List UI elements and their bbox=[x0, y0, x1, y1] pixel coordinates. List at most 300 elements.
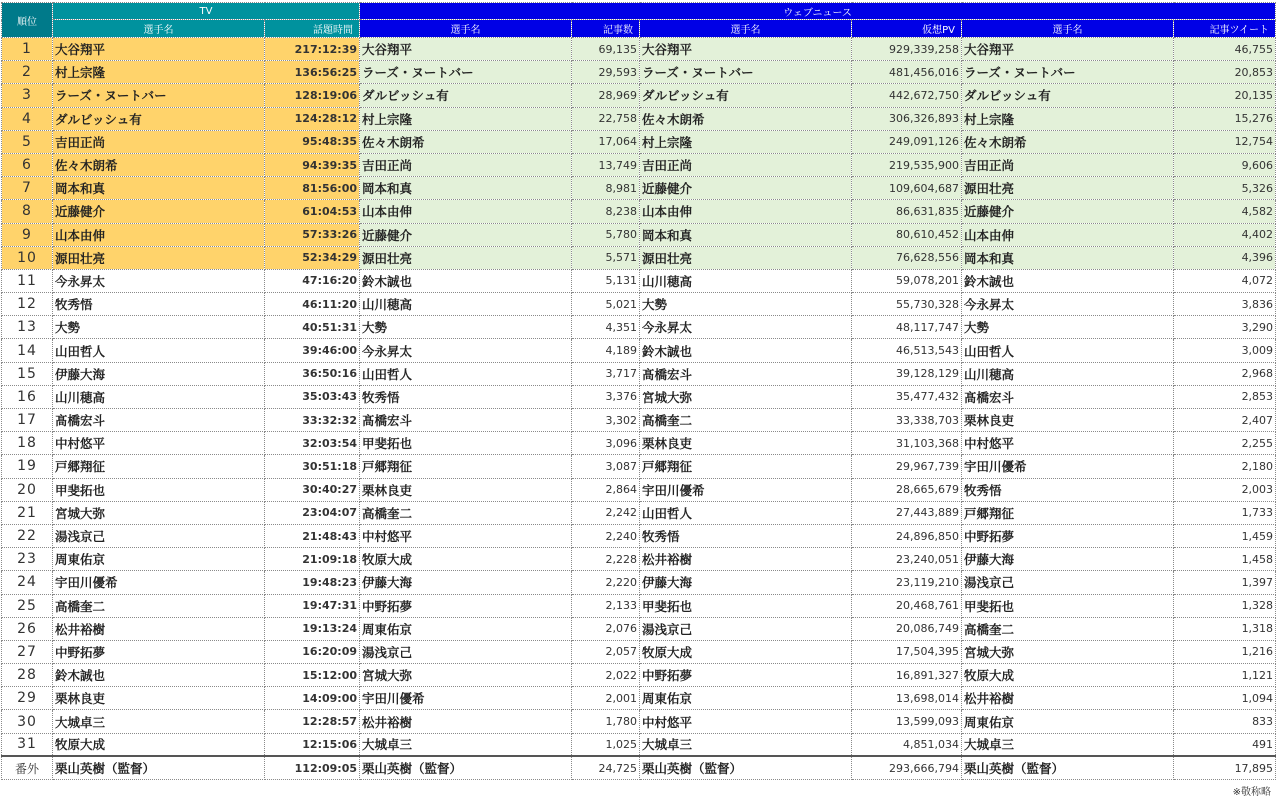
table-row bbox=[2, 478, 1276, 501]
tv-player-cell: 中野拓夢 bbox=[53, 640, 265, 663]
articles-count-cell: 2,240 bbox=[572, 524, 640, 547]
table-row bbox=[2, 548, 1276, 571]
articles-count-cell: 5,571 bbox=[572, 246, 640, 269]
tweets-player-header: 選手名 bbox=[962, 20, 1174, 38]
articles-player-cell: 伊藤大海 bbox=[360, 571, 572, 594]
tweets-cell: 1,094 bbox=[1174, 687, 1276, 710]
articles-count-cell: 17,064 bbox=[572, 130, 640, 153]
articles-count-cell: 5,780 bbox=[572, 223, 640, 246]
rank-cell: 20 bbox=[2, 478, 53, 501]
pv-player-cell: ラーズ・ヌートバー bbox=[640, 61, 852, 84]
table-row bbox=[2, 617, 1276, 640]
pv-cell: 59,078,201 bbox=[852, 269, 962, 292]
articles-player-cell: 山田哲人 bbox=[360, 362, 572, 385]
pv-cell: 80,610,452 bbox=[852, 223, 962, 246]
table-row bbox=[2, 107, 1276, 130]
tweets-cell: 1,216 bbox=[1174, 640, 1276, 663]
tweets-cell: 2,180 bbox=[1174, 455, 1276, 478]
pv-cell: 13,698,014 bbox=[852, 687, 962, 710]
tv-time-cell: 124:28:12 bbox=[265, 107, 360, 130]
pv-cell: 23,240,051 bbox=[852, 548, 962, 571]
articles-player-cell: 大谷翔平 bbox=[360, 38, 572, 61]
tweets-cell: 491 bbox=[1174, 733, 1276, 756]
tv-time-cell: 36:50:16 bbox=[265, 362, 360, 385]
pv-player-cell: 中村悠平 bbox=[640, 710, 852, 733]
articles-player-cell: 山川穂高 bbox=[360, 293, 572, 316]
articles-player-cell: 栗山英樹（監督） bbox=[360, 756, 572, 779]
pv-player-cell: 鈴木誠也 bbox=[640, 339, 852, 362]
tweets-cell: 1,121 bbox=[1174, 664, 1276, 687]
pv-cell: 46,513,543 bbox=[852, 339, 962, 362]
pv-cell: 86,631,835 bbox=[852, 200, 962, 223]
tv-time-cell: 39:46:00 bbox=[265, 339, 360, 362]
articles-count-cell: 2,864 bbox=[572, 478, 640, 501]
tv-player-cell: 伊藤大海 bbox=[53, 362, 265, 385]
tweets-cell: 2,968 bbox=[1174, 362, 1276, 385]
tweets-cell: 4,402 bbox=[1174, 223, 1276, 246]
articles-count-cell: 13,749 bbox=[572, 153, 640, 176]
tweets-cell: 2,255 bbox=[1174, 432, 1276, 455]
rank-cell: 6 bbox=[2, 153, 53, 176]
pv-player-cell: 高橋奎二 bbox=[640, 409, 852, 432]
table-row bbox=[2, 385, 1276, 408]
tweets-cell: 46,755 bbox=[1174, 38, 1276, 61]
pv-cell: 55,730,328 bbox=[852, 293, 962, 316]
pv-player-cell: 宇田川優希 bbox=[640, 478, 852, 501]
articles-count-cell: 4,351 bbox=[572, 316, 640, 339]
tweets-cell: 15,276 bbox=[1174, 107, 1276, 130]
tweets-cell: 2,003 bbox=[1174, 478, 1276, 501]
tweets-player-cell: 栗山英樹（監督） bbox=[962, 756, 1174, 779]
articles-count-cell: 2,220 bbox=[572, 571, 640, 594]
tweets-player-cell: 伊藤大海 bbox=[962, 548, 1174, 571]
tweets-player-cell: 近藤健介 bbox=[962, 200, 1174, 223]
tv-player-cell: 今永昇太 bbox=[53, 269, 265, 292]
pv-player-cell: 源田壮亮 bbox=[640, 246, 852, 269]
tv-time-cell: 40:51:31 bbox=[265, 316, 360, 339]
tweets-cell: 17,895 bbox=[1174, 756, 1276, 779]
table-row bbox=[2, 130, 1276, 153]
tweets-player-cell: ラーズ・ヌートバー bbox=[962, 61, 1174, 84]
rank-cell: 31 bbox=[2, 733, 53, 756]
rank-cell: 29 bbox=[2, 687, 53, 710]
tv-player-cell: 源田壮亮 bbox=[53, 246, 265, 269]
pv-player-cell: 湯浅京己 bbox=[640, 617, 852, 640]
tweets-cell: 1,318 bbox=[1174, 617, 1276, 640]
tv-time-cell: 47:16:20 bbox=[265, 269, 360, 292]
pv-cell: 16,891,327 bbox=[852, 664, 962, 687]
pv-cell: 20,086,749 bbox=[852, 617, 962, 640]
pv-cell: 76,628,556 bbox=[852, 246, 962, 269]
articles-count-cell: 3,376 bbox=[572, 385, 640, 408]
tv-player-cell: 戸郷翔征 bbox=[53, 455, 265, 478]
table-row bbox=[2, 153, 1276, 176]
rank-cell: 25 bbox=[2, 594, 53, 617]
articles-player-cell: 松井裕樹 bbox=[360, 710, 572, 733]
pv-cell: 35,477,432 bbox=[852, 385, 962, 408]
tv-time-cell: 15:12:00 bbox=[265, 664, 360, 687]
articles-player-cell: 今永昇太 bbox=[360, 339, 572, 362]
tweets-player-cell: 今永昇太 bbox=[962, 293, 1174, 316]
tweets-player-cell: 大城卓三 bbox=[962, 733, 1174, 756]
articles-player-cell: 栗林良吏 bbox=[360, 478, 572, 501]
pv-cell: 24,896,850 bbox=[852, 524, 962, 547]
pv-cell: 31,103,368 bbox=[852, 432, 962, 455]
tv-player-cell: 村上宗隆 bbox=[53, 61, 265, 84]
rank-cell: 22 bbox=[2, 524, 53, 547]
pv-cell: 13,599,093 bbox=[852, 710, 962, 733]
articles-count-cell: 22,758 bbox=[572, 107, 640, 130]
tv-player-cell: 高橋奎二 bbox=[53, 594, 265, 617]
table-row bbox=[2, 293, 1276, 316]
tweets-player-cell: 山田哲人 bbox=[962, 339, 1174, 362]
pv-cell: 29,967,739 bbox=[852, 455, 962, 478]
pv-header: 仮想PV bbox=[852, 20, 962, 38]
tv-player-cell: 鈴木誠也 bbox=[53, 664, 265, 687]
rank-cell: 4 bbox=[2, 107, 53, 130]
pv-player-cell: 松井裕樹 bbox=[640, 548, 852, 571]
articles-player-cell: 源田壮亮 bbox=[360, 246, 572, 269]
tweets-cell: 4,582 bbox=[1174, 200, 1276, 223]
pv-cell: 442,672,750 bbox=[852, 84, 962, 107]
tv-time-cell: 21:48:43 bbox=[265, 524, 360, 547]
pv-cell: 48,117,747 bbox=[852, 316, 962, 339]
table-row bbox=[2, 733, 1276, 756]
table-row bbox=[2, 432, 1276, 455]
rank-cell: 10 bbox=[2, 246, 53, 269]
tv-time-cell: 57:33:26 bbox=[265, 223, 360, 246]
articles-count-header: 記事数 bbox=[572, 20, 640, 38]
table-row bbox=[2, 84, 1276, 107]
tv-player-cell: 松井裕樹 bbox=[53, 617, 265, 640]
tweets-cell: 833 bbox=[1174, 710, 1276, 733]
tv-time-cell: 52:34:29 bbox=[265, 246, 360, 269]
pv-cell: 27,443,889 bbox=[852, 501, 962, 524]
pv-cell: 4,851,034 bbox=[852, 733, 962, 756]
pv-cell: 306,326,893 bbox=[852, 107, 962, 130]
tweets-cell: 2,407 bbox=[1174, 409, 1276, 432]
table-row bbox=[2, 640, 1276, 663]
rank-cell: 11 bbox=[2, 269, 53, 292]
ranking-rows bbox=[2, 38, 1276, 780]
tv-time-cell: 21:09:18 bbox=[265, 548, 360, 571]
pv-player-cell: 山本由伸 bbox=[640, 200, 852, 223]
pv-player-cell: 大谷翔平 bbox=[640, 38, 852, 61]
tv-time-cell: 136:56:25 bbox=[265, 61, 360, 84]
pv-cell: 219,535,900 bbox=[852, 153, 962, 176]
rank-cell: 27 bbox=[2, 640, 53, 663]
tv-player-cell: 近藤健介 bbox=[53, 200, 265, 223]
table-row bbox=[2, 664, 1276, 687]
articles-player-cell: 村上宗隆 bbox=[360, 107, 572, 130]
rank-cell: 21 bbox=[2, 501, 53, 524]
articles-count-cell: 5,021 bbox=[572, 293, 640, 316]
web-news-group-header: ウェブニュース bbox=[360, 3, 1276, 20]
pv-player-cell: 山川穂高 bbox=[640, 269, 852, 292]
tv-time-cell: 32:03:54 bbox=[265, 432, 360, 455]
tweets-player-cell: 中野拓夢 bbox=[962, 524, 1174, 547]
tweets-player-cell: 牧原大成 bbox=[962, 664, 1174, 687]
tweets-cell: 1,458 bbox=[1174, 548, 1276, 571]
tweets-cell: 20,853 bbox=[1174, 61, 1276, 84]
tweets-cell: 1,459 bbox=[1174, 524, 1276, 547]
tv-time-cell: 112:09:05 bbox=[265, 756, 360, 779]
rank-cell: 2 bbox=[2, 61, 53, 84]
articles-player-cell: ダルビッシュ有 bbox=[360, 84, 572, 107]
pv-player-cell: 大勢 bbox=[640, 293, 852, 316]
pv-player-cell: 佐々木朗希 bbox=[640, 107, 852, 130]
rank-cell: 7 bbox=[2, 177, 53, 200]
pv-player-cell: 中野拓夢 bbox=[640, 664, 852, 687]
articles-count-cell: 2,001 bbox=[572, 687, 640, 710]
tweets-player-cell: ダルビッシュ有 bbox=[962, 84, 1174, 107]
tv-time-cell: 16:20:09 bbox=[265, 640, 360, 663]
articles-count-cell: 8,238 bbox=[572, 200, 640, 223]
pv-cell: 20,468,761 bbox=[852, 594, 962, 617]
tweets-cell: 3,290 bbox=[1174, 316, 1276, 339]
articles-player-cell: 大城卓三 bbox=[360, 733, 572, 756]
tweets-cell: 2,853 bbox=[1174, 385, 1276, 408]
pv-cell: 28,665,679 bbox=[852, 478, 962, 501]
table-row bbox=[2, 246, 1276, 269]
tv-player-header: 選手名 bbox=[53, 20, 265, 38]
articles-count-cell: 24,725 bbox=[572, 756, 640, 779]
tv-group-header: TV bbox=[53, 3, 360, 20]
pv-player-cell: 宮城大弥 bbox=[640, 385, 852, 408]
rank-cell: 3 bbox=[2, 84, 53, 107]
tv-time-cell: 217:12:39 bbox=[265, 38, 360, 61]
pv-cell: 293,666,794 bbox=[852, 756, 962, 779]
tweets-player-cell: 高橋奎二 bbox=[962, 617, 1174, 640]
tweets-player-cell: 中村悠平 bbox=[962, 432, 1174, 455]
tv-time-header: 話題時間 bbox=[265, 20, 360, 38]
articles-count-cell: 2,242 bbox=[572, 501, 640, 524]
extra-row-manager bbox=[2, 756, 1276, 779]
rank-cell: 23 bbox=[2, 548, 53, 571]
articles-player-cell: 中野拓夢 bbox=[360, 594, 572, 617]
tweets-cell: 4,072 bbox=[1174, 269, 1276, 292]
table-row bbox=[2, 269, 1276, 292]
ranking-table-wrapper bbox=[1, 2, 1275, 780]
articles-count-cell: 1,780 bbox=[572, 710, 640, 733]
tv-player-cell: 栗山英樹（監督） bbox=[53, 756, 265, 779]
articles-player-cell: 佐々木朗希 bbox=[360, 130, 572, 153]
tv-player-cell: 大勢 bbox=[53, 316, 265, 339]
tv-player-cell: 山本由伸 bbox=[53, 223, 265, 246]
table-row bbox=[2, 316, 1276, 339]
tv-player-cell: 佐々木朗希 bbox=[53, 153, 265, 176]
pv-player-cell: 甲斐拓也 bbox=[640, 594, 852, 617]
pv-player-cell: 栗山英樹（監督） bbox=[640, 756, 852, 779]
articles-player-cell: 近藤健介 bbox=[360, 223, 572, 246]
tweets-player-cell: 大勢 bbox=[962, 316, 1174, 339]
tv-player-cell: 中村悠平 bbox=[53, 432, 265, 455]
table-row bbox=[2, 362, 1276, 385]
articles-count-cell: 2,057 bbox=[572, 640, 640, 663]
tweets-player-cell: 佐々木朗希 bbox=[962, 130, 1174, 153]
tweets-cell: 9,606 bbox=[1174, 153, 1276, 176]
tweets-cell: 20,135 bbox=[1174, 84, 1276, 107]
table-row bbox=[2, 38, 1276, 61]
articles-count-cell: 69,135 bbox=[572, 38, 640, 61]
articles-player-cell: 牧秀悟 bbox=[360, 385, 572, 408]
table-row bbox=[2, 501, 1276, 524]
rank-cell: 16 bbox=[2, 385, 53, 408]
pv-player-cell: 周東佑京 bbox=[640, 687, 852, 710]
table-row bbox=[2, 455, 1276, 478]
rank-cell: 12 bbox=[2, 293, 53, 316]
rank-cell: 30 bbox=[2, 710, 53, 733]
articles-player-cell: 岡本和真 bbox=[360, 177, 572, 200]
table-row bbox=[2, 223, 1276, 246]
rank-cell: 15 bbox=[2, 362, 53, 385]
rank-cell: 17 bbox=[2, 409, 53, 432]
pv-player-cell: 髙橋宏斗 bbox=[640, 362, 852, 385]
tv-time-cell: 30:51:18 bbox=[265, 455, 360, 478]
tv-time-cell: 19:13:24 bbox=[265, 617, 360, 640]
tv-player-cell: 大谷翔平 bbox=[53, 38, 265, 61]
articles-player-cell: 甲斐拓也 bbox=[360, 432, 572, 455]
pv-player-cell: 今永昇太 bbox=[640, 316, 852, 339]
tweets-player-cell: 栗林良吏 bbox=[962, 409, 1174, 432]
tweets-player-cell: 宇田川優希 bbox=[962, 455, 1174, 478]
table-row bbox=[2, 339, 1276, 362]
tv-player-cell: 宮城大弥 bbox=[53, 501, 265, 524]
tweets-cell: 1,328 bbox=[1174, 594, 1276, 617]
articles-count-cell: 2,133 bbox=[572, 594, 640, 617]
articles-count-cell: 28,969 bbox=[572, 84, 640, 107]
ranking-table bbox=[1, 2, 1276, 780]
articles-count-cell: 3,087 bbox=[572, 455, 640, 478]
tweets-cell: 12,754 bbox=[1174, 130, 1276, 153]
articles-count-cell: 1,025 bbox=[572, 733, 640, 756]
articles-count-cell: 5,131 bbox=[572, 269, 640, 292]
tweets-header: 記事ツイート bbox=[1174, 20, 1276, 38]
tweets-player-cell: 山川穂高 bbox=[962, 362, 1174, 385]
rank-cell: 28 bbox=[2, 664, 53, 687]
tweets-player-cell: 甲斐拓也 bbox=[962, 594, 1174, 617]
articles-player-cell: 髙橋宏斗 bbox=[360, 409, 572, 432]
pv-player-cell: 岡本和真 bbox=[640, 223, 852, 246]
articles-player-cell: 中村悠平 bbox=[360, 524, 572, 547]
articles-player-cell: ラーズ・ヌートバー bbox=[360, 61, 572, 84]
pv-player-cell: 伊藤大海 bbox=[640, 571, 852, 594]
tweets-player-cell: 周東佑京 bbox=[962, 710, 1174, 733]
tv-time-cell: 33:32:32 bbox=[265, 409, 360, 432]
tv-player-cell: 大城卓三 bbox=[53, 710, 265, 733]
pv-player-cell: 栗林良吏 bbox=[640, 432, 852, 455]
tv-time-cell: 14:09:00 bbox=[265, 687, 360, 710]
rank-cell: 13 bbox=[2, 316, 53, 339]
tweets-player-cell: 吉田正尚 bbox=[962, 153, 1174, 176]
rank-cell: 番外 bbox=[2, 756, 53, 779]
rank-cell: 9 bbox=[2, 223, 53, 246]
articles-player-cell: 宇田川優希 bbox=[360, 687, 572, 710]
tweets-player-cell: 村上宗隆 bbox=[962, 107, 1174, 130]
table-row bbox=[2, 61, 1276, 84]
tv-player-cell: 宇田川優希 bbox=[53, 571, 265, 594]
tv-time-cell: 30:40:27 bbox=[265, 478, 360, 501]
tweets-player-cell: 大谷翔平 bbox=[962, 38, 1174, 61]
pv-cell: 23,119,210 bbox=[852, 571, 962, 594]
pv-cell: 249,091,126 bbox=[852, 130, 962, 153]
articles-player-cell: 山本由伸 bbox=[360, 200, 572, 223]
tweets-cell: 1,397 bbox=[1174, 571, 1276, 594]
articles-player-cell: 宮城大弥 bbox=[360, 664, 572, 687]
articles-player-cell: 大勢 bbox=[360, 316, 572, 339]
rank-cell: 8 bbox=[2, 200, 53, 223]
tv-time-cell: 12:28:57 bbox=[265, 710, 360, 733]
articles-player-cell: 戸郷翔征 bbox=[360, 455, 572, 478]
tweets-cell: 5,326 bbox=[1174, 177, 1276, 200]
tweets-player-cell: 湯浅京己 bbox=[962, 571, 1174, 594]
tv-player-cell: 甲斐拓也 bbox=[53, 478, 265, 501]
tv-player-cell: 吉田正尚 bbox=[53, 130, 265, 153]
table-row bbox=[2, 409, 1276, 432]
rank-cell: 5 bbox=[2, 130, 53, 153]
pv-player-cell: 牧原大成 bbox=[640, 640, 852, 663]
tweets-cell: 1,733 bbox=[1174, 501, 1276, 524]
tv-time-cell: 23:04:07 bbox=[265, 501, 360, 524]
articles-player-cell: 鈴木誠也 bbox=[360, 269, 572, 292]
pv-player-cell: 山田哲人 bbox=[640, 501, 852, 524]
tv-time-cell: 94:39:35 bbox=[265, 153, 360, 176]
tweets-cell: 4,396 bbox=[1174, 246, 1276, 269]
pv-player-cell: ダルビッシュ有 bbox=[640, 84, 852, 107]
rank-cell: 14 bbox=[2, 339, 53, 362]
table-row bbox=[2, 710, 1276, 733]
tv-time-cell: 19:48:23 bbox=[265, 571, 360, 594]
table-row bbox=[2, 177, 1276, 200]
articles-player-cell: 高橋奎二 bbox=[360, 501, 572, 524]
rank-cell: 19 bbox=[2, 455, 53, 478]
pv-player-cell: 近藤健介 bbox=[640, 177, 852, 200]
pv-cell: 33,338,703 bbox=[852, 409, 962, 432]
tv-player-cell: 山田哲人 bbox=[53, 339, 265, 362]
rank-cell: 1 bbox=[2, 38, 53, 61]
articles-count-cell: 2,022 bbox=[572, 664, 640, 687]
pv-player-cell: 戸郷翔征 bbox=[640, 455, 852, 478]
pv-cell: 481,456,016 bbox=[852, 61, 962, 84]
tv-player-cell: ラーズ・ヌートバー bbox=[53, 84, 265, 107]
tv-player-cell: 湯浅京己 bbox=[53, 524, 265, 547]
articles-count-cell: 3,717 bbox=[572, 362, 640, 385]
tweets-player-cell: 宮城大弥 bbox=[962, 640, 1174, 663]
tv-time-cell: 19:47:31 bbox=[265, 594, 360, 617]
tv-time-cell: 12:15:06 bbox=[265, 733, 360, 756]
pv-player-header: 選手名 bbox=[640, 20, 852, 38]
articles-player-cell: 湯浅京己 bbox=[360, 640, 572, 663]
tweets-player-cell: 鈴木誠也 bbox=[962, 269, 1174, 292]
tweets-player-cell: 牧秀悟 bbox=[962, 478, 1174, 501]
rank-cell: 18 bbox=[2, 432, 53, 455]
tv-player-cell: ダルビッシュ有 bbox=[53, 107, 265, 130]
table-row bbox=[2, 524, 1276, 547]
tweets-player-cell: 松井裕樹 bbox=[962, 687, 1174, 710]
rank-cell: 24 bbox=[2, 571, 53, 594]
pv-cell: 39,128,129 bbox=[852, 362, 962, 385]
tweets-player-cell: 山本由伸 bbox=[962, 223, 1174, 246]
tv-player-cell: 山川穂高 bbox=[53, 385, 265, 408]
table-row bbox=[2, 687, 1276, 710]
tweets-cell: 3,836 bbox=[1174, 293, 1276, 316]
table-row bbox=[2, 594, 1276, 617]
tweets-player-cell: 髙橋宏斗 bbox=[962, 385, 1174, 408]
tweets-player-cell: 源田壮亮 bbox=[962, 177, 1174, 200]
pv-cell: 929,339,258 bbox=[852, 38, 962, 61]
articles-player-header: 選手名 bbox=[360, 20, 572, 38]
tv-player-cell: 髙橋宏斗 bbox=[53, 409, 265, 432]
